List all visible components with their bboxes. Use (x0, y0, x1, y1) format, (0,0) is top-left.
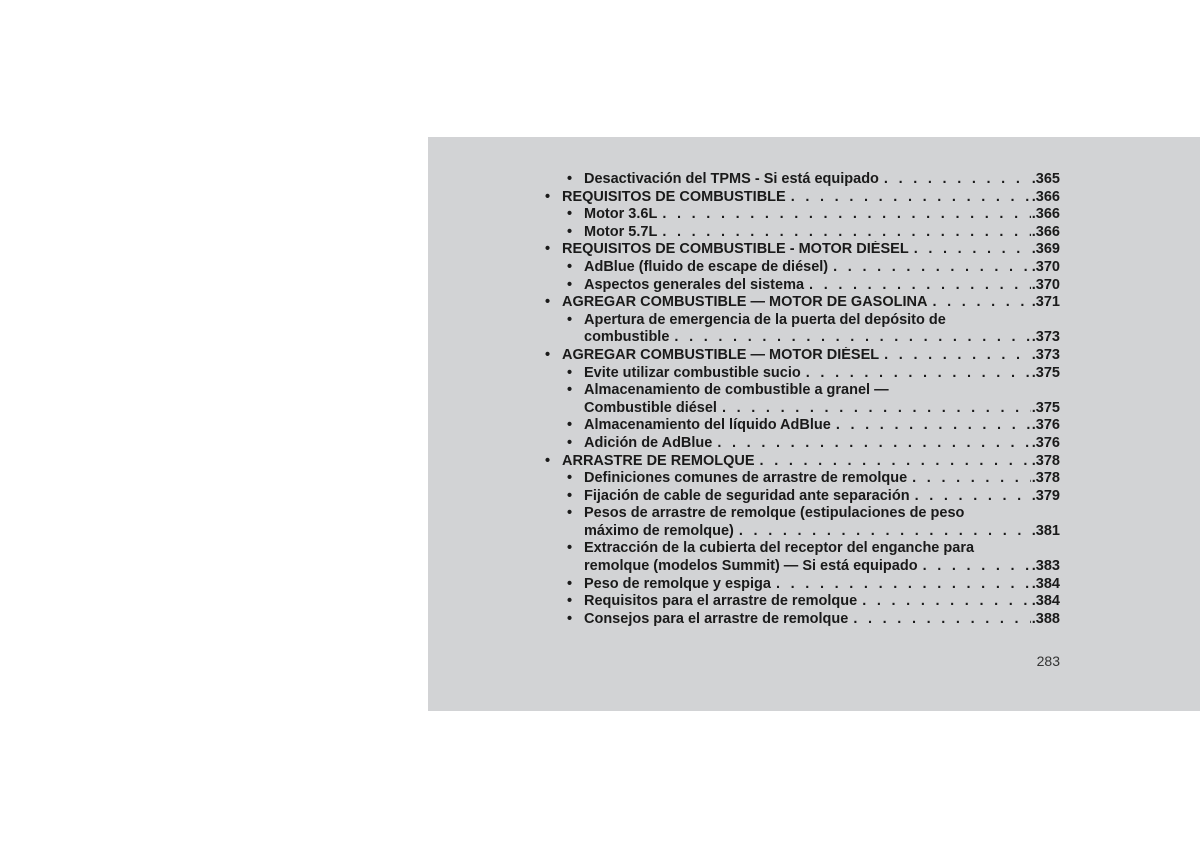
bullet-icon: • (567, 364, 573, 381)
toc-entry-title: AGREGAR COMBUSTIBLE — MOTOR DE GASOLINA (562, 294, 928, 311)
toc-page-ref: .375 (1031, 364, 1060, 381)
toc-page-ref: .383 (1031, 558, 1060, 575)
bullet-icon: • (567, 470, 573, 487)
toc-entry-title: Requisitos para el arrastre de remolque (584, 593, 858, 610)
dot-leader (884, 171, 1031, 189)
page-number: 283 (1036, 653, 1060, 669)
toc-entry-title: Peso de remolque y espiga (584, 575, 771, 592)
toc-entry-title: Motor 3.6L (584, 206, 658, 223)
dot-leader (717, 435, 1030, 453)
bullet-icon: • (567, 171, 573, 187)
toc-subsection-entry[interactable] (540, 540, 1060, 575)
toc-section-entry[interactable] (540, 453, 1060, 471)
dot-leader (806, 365, 1031, 383)
toc-subsection-entry[interactable] (540, 488, 1060, 506)
dot-leader (662, 224, 1030, 242)
toc-page-ref: .366 (1031, 206, 1060, 223)
toc-page-ref: .378 (1031, 452, 1060, 469)
dot-leader (884, 347, 1031, 365)
toc-subsection-entry[interactable] (540, 505, 1060, 540)
toc-section-entry[interactable] (540, 241, 1060, 259)
toc-page-ref: .365 (1031, 171, 1060, 187)
toc-entry-title: remolque (modelos Summit) — Si está equipado (584, 558, 918, 575)
dot-leader (662, 206, 1030, 224)
dot-leader (739, 523, 1031, 541)
toc-page-ref: .376 (1031, 417, 1060, 434)
toc-subsection-entry[interactable] (540, 611, 1060, 629)
dot-leader (722, 400, 1031, 418)
bullet-icon: • (567, 206, 573, 223)
bullet-icon: • (567, 434, 573, 451)
toc-entry-title: Motor 5.7L (584, 223, 658, 240)
bullet-icon: • (567, 505, 573, 522)
toc-page-ref: .371 (1031, 294, 1060, 311)
toc-subsection-entry[interactable] (540, 171, 1060, 189)
toc-page-ref: .366 (1031, 223, 1060, 240)
dot-leader (809, 277, 1031, 295)
toc-entry-title: REQUISITOS DE COMBUSTIBLE - MOTOR DIÉSEL (562, 241, 909, 258)
toc-entry-title: Pesos de arrastre de remolque (estipulaciones de peso (584, 505, 965, 522)
toc-entry-title: REQUISITOS DE COMBUSTIBLE (562, 188, 786, 205)
toc-entry-title: ARRASTRE DE REMOLQUE (562, 452, 755, 469)
toc-subsection-entry[interactable] (540, 277, 1060, 295)
toc-page-ref: .369 (1031, 241, 1060, 258)
toc-entry-title: máximo de remolque) (584, 522, 734, 539)
dot-leader (932, 294, 1030, 312)
bullet-icon: • (567, 487, 573, 504)
toc-entry-title: Consejos para el arrastre de remolque (584, 610, 849, 627)
toc-subsection-entry[interactable] (540, 576, 1060, 594)
toc-page-ref: .388 (1031, 610, 1060, 627)
bullet-icon: • (567, 258, 573, 275)
toc-subsection-entry[interactable] (540, 259, 1060, 277)
toc-subsection-entry[interactable] (540, 206, 1060, 224)
dot-leader (674, 329, 1030, 347)
dot-leader (862, 593, 1031, 611)
bullet-icon: • (567, 417, 573, 434)
toc-entry-title: Aspectos generales del sistema (584, 276, 805, 293)
bullet-icon: • (567, 593, 573, 610)
bullet-icon: • (567, 223, 573, 240)
toc-page-ref: .384 (1031, 593, 1060, 610)
toc-page-ref: .376 (1031, 434, 1060, 451)
bullet-icon: • (567, 382, 573, 399)
toc-page-ref: .378 (1031, 470, 1060, 487)
toc-entry-title: Almacenamiento del líquido AdBlue (584, 417, 831, 434)
bullet-icon: • (567, 575, 573, 592)
toc-subsection-entry[interactable] (540, 470, 1060, 488)
toc-entry-title: Desactivación del TPMS - Si está equipado (584, 171, 879, 187)
toc-subsection-entry[interactable] (540, 435, 1060, 453)
toc-page-ref: .373 (1031, 346, 1060, 363)
bullet-icon: • (545, 241, 551, 258)
toc-subsection-entry[interactable] (540, 417, 1060, 435)
dot-leader (833, 259, 1031, 277)
bullet-icon: • (545, 452, 551, 469)
dot-leader (836, 417, 1031, 435)
dot-leader (912, 470, 1031, 488)
toc-entry-title: Evite utilizar combustible sucio (584, 364, 801, 381)
bullet-icon: • (567, 610, 573, 627)
toc-section-entry[interactable] (540, 294, 1060, 312)
toc-entry-title: Extracción de la cubierta del receptor del enganche para (584, 540, 975, 557)
bullet-icon: • (567, 276, 573, 293)
toc-subsection-entry[interactable] (540, 365, 1060, 383)
toc-subsection-entry[interactable] (540, 382, 1060, 417)
toc-page-ref: .373 (1031, 329, 1060, 346)
toc-section-entry[interactable] (540, 347, 1060, 365)
toc-page-ref: .379 (1031, 487, 1060, 504)
toc-entry-title: Adición de AdBlue (584, 434, 713, 451)
toc-page-ref: .384 (1031, 575, 1060, 592)
toc-page-ref: .370 (1031, 258, 1060, 275)
dot-leader (760, 453, 1031, 471)
dot-leader (915, 488, 1031, 506)
toc-page-ref: .370 (1031, 276, 1060, 293)
dot-leader (914, 241, 1031, 259)
toc-subsection-entry[interactable] (540, 593, 1060, 611)
toc-entry-title: AGREGAR COMBUSTIBLE — MOTOR DIÉSEL (562, 346, 880, 363)
bullet-icon: • (567, 311, 573, 328)
toc-entry-title: combustible (584, 329, 670, 346)
toc-entry-title: Almacenamiento de combustible a granel — (584, 382, 889, 399)
bullet-icon: • (545, 294, 551, 311)
toc-page-ref: .381 (1031, 522, 1060, 539)
toc-entry-title: Fijación de cable de seguridad ante separación (584, 487, 910, 504)
toc-page-ref: .366 (1031, 188, 1060, 205)
bullet-icon: • (545, 346, 551, 363)
toc-subsection-entry[interactable] (540, 312, 1060, 347)
toc-subsection-entry[interactable] (540, 224, 1060, 242)
table-of-contents (540, 171, 1060, 628)
toc-entry-title: Combustible diésel (584, 399, 717, 416)
toc-page-ref: .375 (1031, 399, 1060, 416)
toc-entry-title: Definiciones comunes de arrastre de remolque (584, 470, 908, 487)
toc-entry-title: AdBlue (fluido de escape de diésel) (584, 258, 829, 275)
dot-leader (923, 558, 1031, 576)
toc-entry-title: Apertura de emergencia de la puerta del depósito de (584, 311, 946, 328)
bullet-icon: • (567, 540, 573, 557)
toc-section-entry[interactable] (540, 189, 1060, 207)
dot-leader (791, 189, 1031, 207)
bullet-icon: • (545, 188, 551, 205)
dot-leader (853, 611, 1030, 629)
dot-leader (776, 576, 1031, 594)
